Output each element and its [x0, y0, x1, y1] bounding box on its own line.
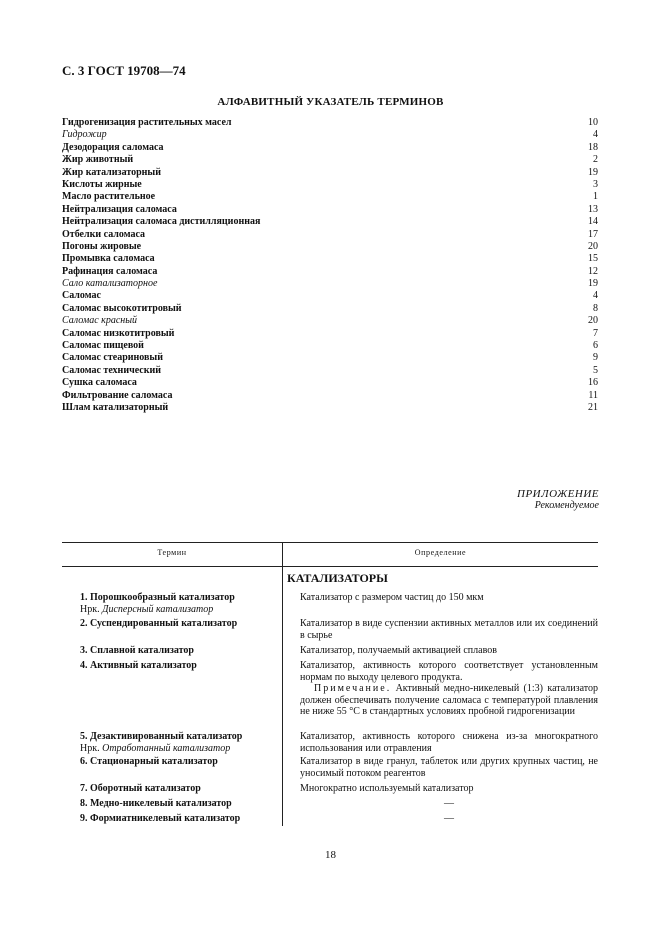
index-page-number: 2 — [593, 154, 598, 166]
definition-cell — [300, 645, 598, 657]
index-term: Нейтрализация саломаса — [62, 203, 177, 215]
table-top-rule — [62, 542, 598, 543]
index-entry — [62, 204, 598, 216]
index-entry — [62, 241, 598, 253]
index-entry — [62, 253, 598, 265]
index-entry — [62, 167, 598, 179]
definition-text: Катализатор, активность которого снижена из-за многократного использования или отравления — [300, 731, 598, 754]
index-entry — [62, 377, 598, 389]
index-page-number: 19 — [588, 278, 598, 290]
column-header-term: Термин — [157, 548, 187, 557]
term-synonym — [80, 604, 278, 616]
index-entry — [62, 365, 598, 377]
definition-text: Катализатор в виде суспензии активных металлов или их соединений в сырье — [300, 618, 598, 641]
index-entry — [62, 216, 598, 228]
index-term: Сало катализаторное — [62, 278, 158, 290]
index-page-number: 1 — [593, 191, 598, 203]
index-page-number: 7 — [593, 327, 598, 339]
term-cell — [80, 783, 278, 795]
index-page-number: 13 — [588, 203, 598, 215]
index-term: Саломас красный — [62, 315, 138, 327]
index-entry — [62, 328, 598, 340]
term-cell — [80, 813, 278, 825]
appendix-subtitle: Рекомендуемое — [534, 500, 599, 511]
note-text: Активный медно-никелевый (1:3) катализатор должен обеспечивать получение саломаса с температурой плавления не ниже 55 °С в стандартных условиях пробной гидрогенизации — [300, 683, 598, 717]
index-page-number: 8 — [593, 302, 598, 314]
index-term: Гидрогенизация растительных масел — [62, 117, 232, 128]
index-page-number: 10 — [588, 117, 598, 128]
index-term: Фильтрование саломаса — [62, 389, 173, 401]
index-entry — [62, 340, 598, 352]
definition-cell — [300, 618, 598, 641]
index-entry — [62, 390, 598, 402]
definition-text: — — [444, 813, 454, 824]
term-name: 5. Дезактивированный катализатор — [80, 731, 243, 742]
definition-text: — — [444, 798, 454, 809]
index-page-number: 16 — [588, 377, 598, 389]
index-entry — [62, 266, 598, 278]
index-entry — [62, 142, 598, 154]
index-entry — [62, 352, 598, 364]
term-name: 8. Медно-никелевый катализатор — [80, 798, 232, 809]
table-section-title: КАТАЛИЗАТОРЫ — [287, 571, 388, 585]
index-term: Масло растительное — [62, 191, 156, 203]
index-entry — [62, 191, 598, 203]
index-page-number: 18 — [588, 141, 598, 153]
index-entry — [62, 402, 598, 414]
page-number: 18 — [325, 849, 336, 861]
term-name: 6. Стационарный катализатор — [80, 756, 218, 767]
term-name: 4. Активный катализатор — [80, 660, 197, 671]
synonym-term: Дисперсный катализатор — [102, 603, 214, 615]
index-entry — [62, 290, 598, 302]
index-term: Саломас высокотитровый — [62, 302, 182, 314]
index-entry — [62, 154, 598, 166]
table-header-rule — [62, 566, 598, 567]
index-page-number: 4 — [593, 129, 598, 141]
index-title: АЛФАВИТНЫЙ УКАЗАТЕЛЬ ТЕРМИНОВ — [217, 96, 444, 108]
index-page-number: 15 — [588, 253, 598, 265]
term-name: 3. Сплавной катализатор — [80, 645, 194, 656]
index-term: Саломас стеариновый — [62, 352, 164, 364]
index-page-number: 11 — [588, 389, 598, 401]
term-name: 9. Формиатникелевый катализатор — [80, 813, 241, 824]
term-cell — [80, 756, 278, 768]
index-page-number: 3 — [593, 178, 598, 190]
index-term: Погоны жировые — [62, 240, 142, 252]
index-term: Шлам катализаторный — [62, 401, 169, 413]
page-header: С. 3 ГОСТ 19708—74 — [62, 63, 186, 78]
index-page-number: 20 — [588, 315, 598, 327]
term-cell — [80, 798, 278, 810]
definition-text: Многократно используемый катализатор — [300, 783, 474, 794]
index-entry — [62, 129, 598, 141]
appendix-label — [517, 488, 599, 511]
index-term: Саломас низкотитровый — [62, 327, 175, 339]
definition-cell — [300, 592, 598, 604]
term-name: 1. Порошкообразный катализатор — [80, 592, 235, 603]
definition-text: Катализатор, активность которого соответствует установленным нормам по выходу целевого продукта. — [300, 660, 598, 683]
index-entry — [62, 315, 598, 327]
index-term: Дезодорация саломаса — [62, 141, 164, 153]
index-term: Сушка саломаса — [62, 377, 137, 389]
note-label: Примечание. — [314, 683, 392, 694]
synonym-prefix: Нрк. — [80, 603, 103, 615]
definition-cell — [300, 783, 598, 795]
index-term: Жир катализаторный — [62, 166, 161, 178]
index-term: Кислоты жирные — [62, 178, 142, 190]
index-page-number: 4 — [593, 290, 598, 302]
term-index — [62, 117, 598, 414]
index-term: Гидрожир — [62, 129, 107, 141]
index-entry — [62, 179, 598, 191]
definition-text: Катализатор в виде гранул, таблеток или других крупных частиц, не уносимый потоком реагентов — [300, 756, 598, 779]
definition-note — [300, 683, 598, 718]
index-term: Нейтрализация саломаса дистилляционная — [62, 216, 261, 228]
definition-cell — [300, 731, 598, 754]
appendix-title: ПРИЛОЖЕНИЕ — [517, 488, 599, 500]
definition-cell — [300, 798, 598, 810]
index-term: Отбелки саломаса — [62, 228, 146, 240]
index-page-number: 6 — [593, 340, 598, 352]
term-cell — [80, 660, 278, 672]
definition-cell — [300, 660, 598, 718]
index-page-number: 21 — [588, 401, 598, 413]
index-term: Промывка саломаса — [62, 253, 155, 265]
synonym-term: Отработанный катализатор — [102, 742, 231, 754]
index-page-number: 14 — [588, 216, 598, 228]
definition-text: Катализатор, получаемый активацией сплавов — [300, 645, 497, 656]
index-term: Саломас — [62, 290, 101, 302]
term-name: 7. Оборотный катализатор — [80, 783, 201, 794]
index-entry — [62, 117, 598, 129]
index-page-number: 19 — [588, 166, 598, 178]
term-cell — [80, 645, 278, 657]
term-name: 2. Суспендированный катализатор — [80, 618, 238, 629]
synonym-prefix: Нрк. — [80, 742, 103, 754]
term-cell — [80, 592, 278, 615]
index-page-number: 20 — [588, 240, 598, 252]
index-entry — [62, 303, 598, 315]
definition-cell — [300, 813, 598, 825]
index-term: Саломас пищевой — [62, 340, 144, 352]
index-entry — [62, 278, 598, 290]
term-cell — [80, 618, 278, 630]
index-page-number: 9 — [593, 352, 598, 364]
index-page-number: 17 — [588, 228, 598, 240]
definition-cell — [300, 756, 598, 779]
index-page-number: 5 — [593, 364, 598, 376]
definition-text: Катализатор с размером частиц до 150 мкм — [300, 592, 484, 603]
term-cell — [80, 731, 278, 754]
index-term: Рафинация саломаса — [62, 265, 158, 277]
column-header-definition: Определение — [414, 548, 467, 557]
index-term: Саломас технический — [62, 364, 162, 376]
index-page-number: 12 — [588, 265, 598, 277]
term-synonym — [80, 743, 278, 755]
index-entry — [62, 229, 598, 241]
table-column-divider — [282, 542, 283, 826]
index-term: Жир животный — [62, 154, 134, 166]
